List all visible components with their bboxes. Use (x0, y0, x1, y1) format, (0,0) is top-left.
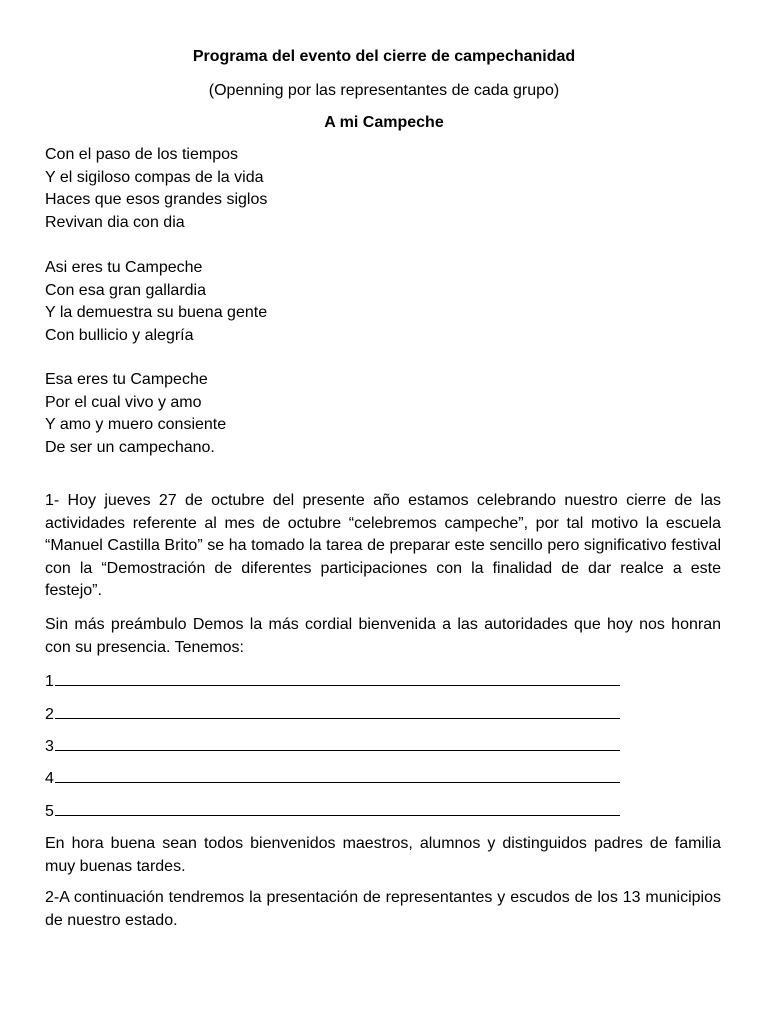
paragraph-municipalities: 2-A continuación tendremos la presentación de representantes y escudos de los 13 municipios de nuestro estado. (45, 889, 721, 929)
blank-number: 5 (45, 803, 54, 820)
poem-line: Asi eres tu Campeche (45, 259, 203, 276)
blank-line (55, 801, 620, 816)
poem-line: Revivan dia con dia (45, 213, 185, 231)
paragraph-general-welcome: En hora buena sean todos bienvenidos maestros, alumnos y distinguidos padres de familia muy buenas tardes. (45, 835, 721, 875)
poem-line: Esa eres tu Campeche (45, 371, 208, 388)
blank-number: 2 (45, 706, 54, 723)
paragraph-event-intro: 1- Hoy jueves 27 de octubre del presente año estamos celebrando nuestro cierre de las actividades referente al mes de octubre “celebremos campeche”, por tal motivo la escuela “Manuel Castilla Brito” se ha tomado la tarea de preparar este sencillo pero significativo festival con la “Demostración de diferentes participaciones con la finalidad de dar realce a este festejo”. (45, 492, 721, 599)
poem-line: Con esa gran gallardia (45, 281, 206, 299)
poem-title: A mi Campeche (324, 114, 444, 131)
blank-number: 4 (45, 770, 54, 787)
poem-stanza-2 (45, 257, 725, 347)
poem-line: Y la demuestra su buena gente (45, 304, 268, 321)
poem-line: Con bullicio y alegría (45, 326, 194, 344)
blank-number: 3 (45, 738, 54, 755)
authority-blank-2 (45, 704, 620, 725)
poem-stanza-1 (45, 144, 725, 234)
poem-line: De ser un campechano. (45, 438, 215, 456)
blank-line (55, 704, 620, 719)
poem-stanza-3 (45, 369, 725, 459)
poem-line: Con el paso de los tiempos (45, 146, 238, 163)
poem-line: Haces que esos grandes siglos (45, 191, 268, 208)
document-subheading: (Openning por las representantes de cada grupo) (208, 82, 560, 99)
authority-blank-4 (45, 768, 620, 789)
poem-line: Y amo y muero consiente (45, 416, 227, 433)
paragraph-welcome-authorities: Sin más preámbulo Demos la más cordial bienvenida a las autoridades que hoy nos honran con su presencia. Tenemos: (45, 616, 721, 656)
blank-line (55, 768, 620, 783)
blank-line (55, 671, 620, 686)
document-heading: Programa del evento del cierre de campechanidad (192, 48, 576, 65)
poem-line: Y el sigiloso compas de la vida (45, 168, 264, 186)
blank-number: 1 (45, 673, 54, 690)
authority-blank-5 (45, 801, 620, 822)
authority-blank-1 (45, 671, 620, 692)
poem-line: Por el cual vivo y amo (45, 393, 202, 411)
blank-line (55, 736, 620, 751)
authority-blank-3 (45, 736, 620, 757)
